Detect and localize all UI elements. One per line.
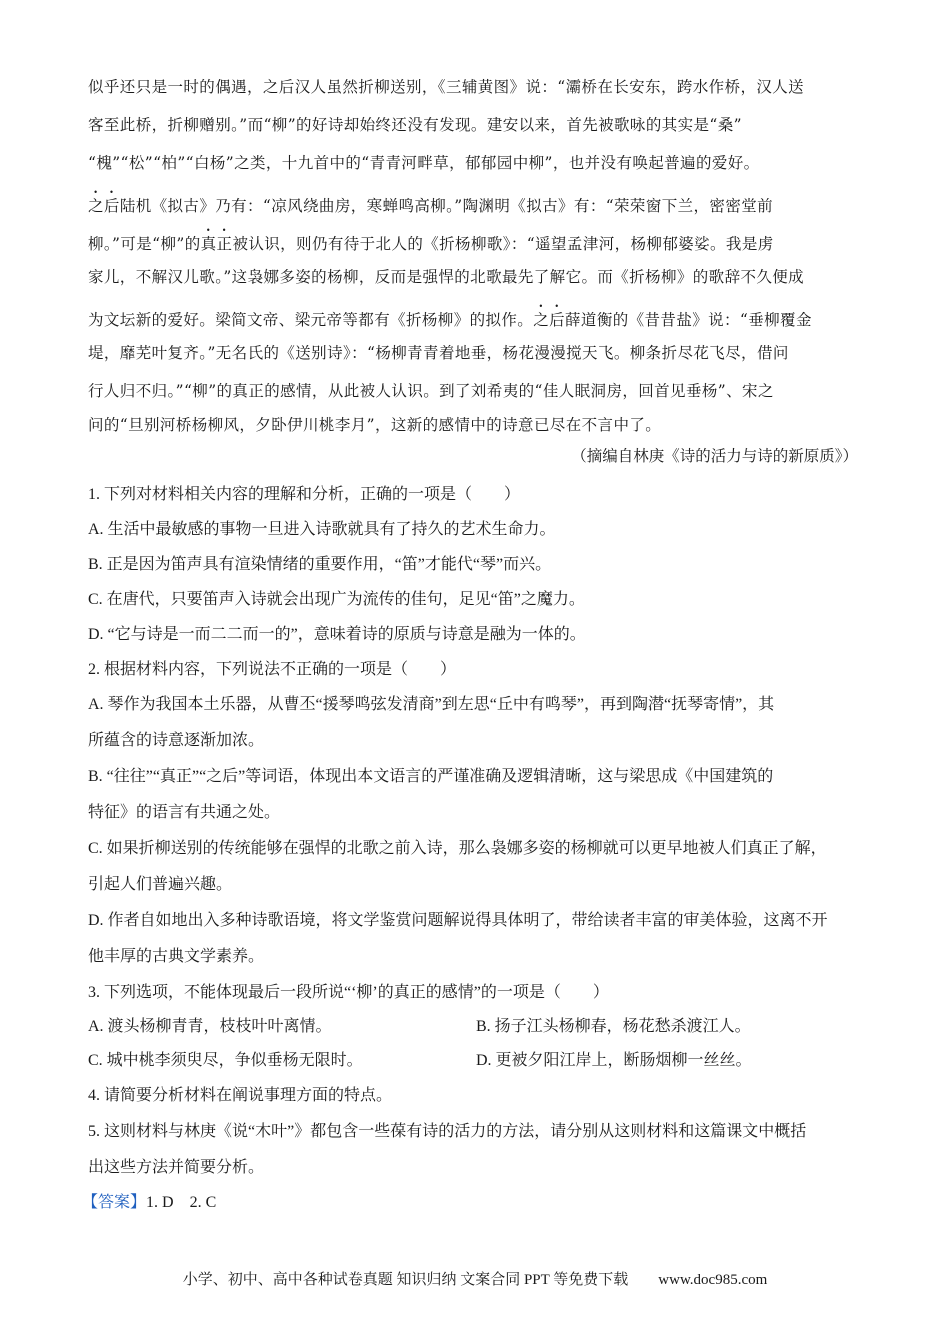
footer-banner: 小学、初中、高中各种试卷真题 知识归纳 文案合同 PPT 等免费下载 www.doc985.com bbox=[182, 1272, 768, 1288]
emphasis-word: 之后 bbox=[88, 197, 120, 215]
answer-line bbox=[82, 1190, 860, 1216]
passage-text: 陆机《拟古》乃有：“凉风绕曲房，寒蝉鸣高柳。”陶渊明《拟古》有：“荣荣窗下兰，密密堂前 bbox=[119, 197, 774, 215]
emphasis-word: 真正 bbox=[200, 235, 233, 253]
question-3-option-c: C. 城中桃李须臾尽，争似垂杨无限时。 bbox=[88, 1052, 363, 1069]
answer-tag: 【答案】 bbox=[82, 1194, 147, 1211]
question-2-option-c-cont: 引起人们普遍兴趣。 bbox=[88, 876, 233, 893]
passage-text: 柳。”可是“柳”的 bbox=[88, 235, 201, 253]
question-1-option-b: B. 正是因为笛声具有渲染情绪的重要作用，“笛”才能代“琴”而兴。 bbox=[88, 556, 552, 573]
passage-line bbox=[88, 188, 866, 219]
question-2-stem: 2. 根据材料内容，下列说法不正确的一项是（ ） bbox=[88, 661, 457, 678]
question-2-option-d: D. 作者自如地出入多种诗歌语境，将文学鉴赏问题解说得具体明了，带给读者丰富的审美体验，这离不开 bbox=[88, 912, 828, 929]
passage-text: 为文坛新的爱好。梁简文帝、梁元帝等都有《折杨柳》的拟作。 bbox=[88, 311, 534, 329]
passage-line: “槐”“松”“柏”“白杨”之类，十九首中的“青青河畔草，郁郁园中柳”，也并没有唤起普遍的爱好。 bbox=[88, 154, 760, 172]
passage-line: 行人归不归。”“柳”的真正的感情，从此被人认识。到了刘希夷的“佳人眠洞房，回首见垂杨”、宋之 bbox=[88, 382, 774, 400]
passage-line: 家儿，不解汉儿歌。”这袅娜多姿的杨柳，反而是强悍的北歌最先了解它。而《折杨柳》的歌辞不久便成 bbox=[88, 268, 805, 286]
passage-line bbox=[88, 226, 866, 257]
question-3-stem: 3. 下列选项，不能体现最后一段所说“‘柳’的真正的感情”的一项是（ ） bbox=[88, 984, 609, 1001]
question-3-option-d: D. 更被夕阳江岸上，断肠烟柳一丝丝。 bbox=[476, 1052, 752, 1069]
question-1-option-c: C. 在唐代，只要笛声入诗就会出现广为流传的佳句，足见“笛”之魔力。 bbox=[88, 591, 585, 608]
question-3-option-b: B. 扬子江头杨柳春，杨花愁杀渡江人。 bbox=[476, 1018, 751, 1035]
passage-line bbox=[88, 302, 866, 333]
question-3-option-a: A. 渡头杨柳青青，枝枝叶叶离情。 bbox=[88, 1018, 332, 1035]
question-2-option-a: A. 琴作为我国本土乐器，从曹丕“援琴鸣弦发清商”到左思“丘中有鸣琴”，再到陶潜“抚琴寄情”，其 bbox=[88, 696, 775, 713]
question-2-option-b-cont: 特征》的语言有共通之处。 bbox=[88, 804, 281, 821]
passage-line: 问的“旦别河桥杨柳风，夕卧伊川桃李月”，这新的感情中的诗意已尽在不言中了。 bbox=[88, 416, 662, 434]
passage-text: 被认识，则仍有待于北人的《折杨柳歌》：“遥望孟津河，杨柳郁婆娑。我是虏 bbox=[232, 235, 774, 253]
emphasis-word: 之后 bbox=[533, 311, 566, 329]
passage-line: 堤，靡芜叶复齐。”无名氏的《送别诗》：“杨柳青青着地垂，杨花漫漫搅天飞。柳条折尽花飞尽，借问 bbox=[88, 344, 789, 362]
question-2-option-a-cont: 所蕴含的诗意逐渐加浓。 bbox=[88, 732, 265, 749]
question-1-option-d: D. “它与诗是一而二二而一的”，意味着诗的原质与诗意是融为一体的。 bbox=[88, 626, 586, 643]
question-1-stem: 1. 下列对材料相关内容的理解和分析，正确的一项是（ ） bbox=[88, 486, 521, 503]
passage-source: （摘编自林庚《诗的活力与诗的新原质》） bbox=[571, 447, 858, 465]
question-2-option-b: B. “往往”“真正”“之后”等词语，体现出本文语言的严谨准确及逻辑清晰，这与梁思成《中国建筑的 bbox=[88, 768, 774, 785]
question-4-stem: 4. 请简要分析材料在阐说事理方面的特点。 bbox=[88, 1087, 393, 1104]
question-5-stem: 5. 这则材料与林庚《说“木叶”》都包含一些葆有诗的活力的方法，请分别从这则材料和这篇课文中概括 bbox=[88, 1123, 807, 1140]
question-2-option-d-cont: 他丰厚的古典文学素养。 bbox=[88, 948, 265, 965]
answer-text: 1. D 2. C bbox=[146, 1194, 217, 1211]
passage-line: 客至此桥，折柳赠别。”而“柳”的好诗却始终还没有发现。建安以来，首先被歌咏的其实是“桑” bbox=[88, 116, 742, 134]
question-2-option-c: C. 如果折柳送别的传统能够在强悍的北歌之前入诗，那么袅娜多姿的杨柳就可以更早地被人们真正了解， bbox=[88, 840, 827, 857]
passage-line: 似乎还只是一时的偶遇，之后汉人虽然折柳送别，《三辅黄图》说：“灞桥在长安东，跨水作桥，汉人送 bbox=[88, 78, 805, 96]
question-5-stem-cont: 出这些方法并简要分析。 bbox=[88, 1159, 265, 1176]
question-1-option-a: A. 生活中最敏感的事物一旦进入诗歌就具有了持久的艺术生命力。 bbox=[88, 521, 556, 538]
passage-text: 薛道衡的《昔昔盐》说：“垂柳覆金 bbox=[565, 311, 812, 329]
